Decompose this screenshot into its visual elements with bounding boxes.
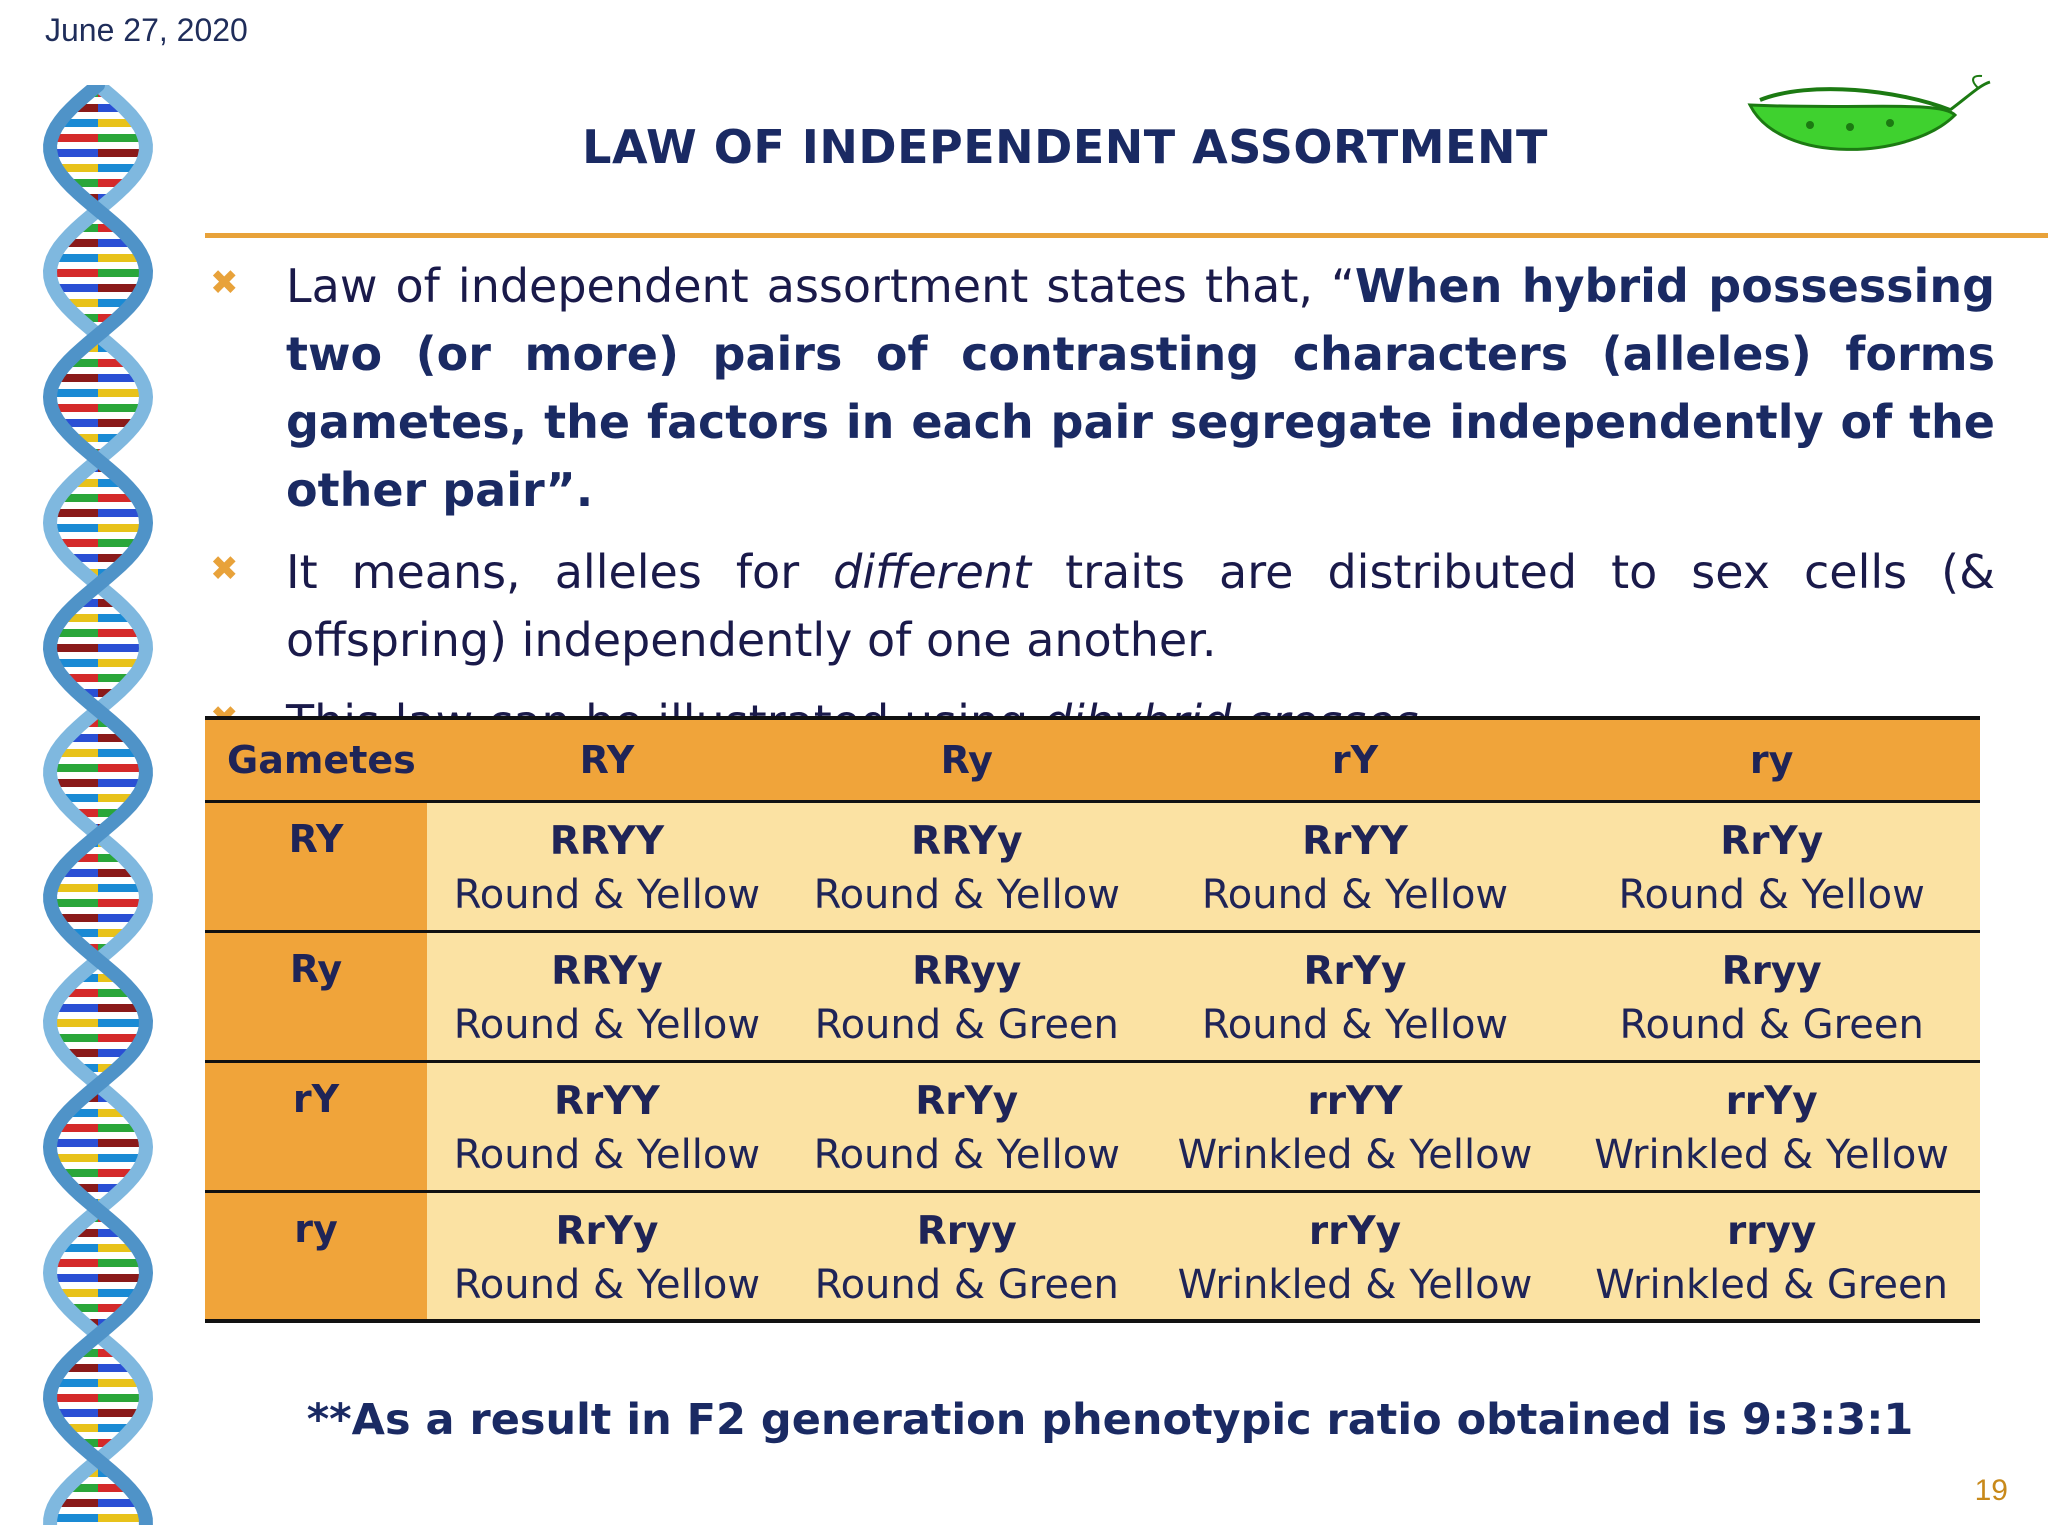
row-header: Ry [205,931,427,1061]
ratio-result-note: **As a result in F2 generation phenotypic ratio obtained is 9:3:3:1 [306,1395,1914,1445]
phenotype: Wrinkled & Yellow [1594,1131,1950,1178]
row-header: rY [205,1061,427,1191]
phenotype: Round & Yellow [1201,1001,1509,1048]
genotype: RrYy [1720,818,1824,864]
bullet-definition-law: When hybrid possessing two (or more) pairs of contrasting characters (alleles) forms gametes, the factors in each pair segregate independently of the other pair”. [286,259,1995,517]
table-cell [427,1191,787,1321]
bullet-meaning-emphasis: different [833,545,1032,599]
genotype: RrYY [554,1078,660,1124]
genotype: Rryy [1721,948,1822,994]
slide-date: June 27, 2020 [45,12,248,48]
table-cell [1147,1191,1564,1321]
table-cell [1563,931,1980,1061]
phenotype: Round & Green [814,1001,1119,1048]
genotype: RRYy [551,948,663,994]
table-row [205,1061,1980,1191]
genotype: RRYY [549,818,665,864]
column-header: ry [1563,718,1980,801]
phenotype: Round & Yellow [1618,871,1925,918]
genotype: RRyy [912,948,1022,994]
genotype: rrYY [1307,1078,1403,1124]
dna-helix-icon [30,85,180,1525]
slide-title: LAW OF INDEPENDENT ASSORTMENT [582,120,1548,174]
phenotype: Round & Yellow [813,1131,1120,1178]
genotype: RrYy [915,1078,1019,1124]
table-cell [1563,801,1980,931]
genotype: rrYy [1308,1208,1402,1254]
table-cell [1147,1061,1564,1191]
table-cell [1147,931,1564,1061]
phenotype: Round & Yellow [453,1001,761,1048]
bullet-meaning-end: traits are distributed to sex cells (& offspring) independently of one another. [286,545,1995,667]
x-mark-icon: ✖ [210,549,239,589]
table-cell [427,1061,787,1191]
table-cell [427,801,787,931]
phenotype: Round & Yellow [453,1261,761,1308]
table-cell [427,931,787,1061]
phenotype: Round & Yellow [813,871,1120,918]
table-cell [787,801,1147,931]
table-cell [787,931,1147,1061]
page-number: 19 [1974,1474,2008,1507]
table-cell [1563,1191,1980,1321]
bullet-meaning [210,538,1995,674]
bullet-definition [210,252,1995,524]
table-row [205,801,1980,931]
phenotype: Wrinkled & Green [1595,1261,1948,1308]
genotype: rryy [1727,1208,1817,1254]
table-header-row [205,718,1980,801]
phenotype: Wrinkled & Yellow [1177,1131,1533,1178]
row-header: RY [205,801,427,931]
table-cell [1563,1061,1980,1191]
title-divider [205,233,2048,238]
punnett-square-table [205,716,1980,1323]
row-header: ry [205,1191,427,1321]
phenotype: Wrinkled & Yellow [1177,1261,1533,1308]
genotype: rrYy [1725,1078,1818,1124]
phenotype: Round & Yellow [1201,871,1509,918]
bullet-list [210,252,1995,770]
table-row [205,931,1980,1061]
genotype: RrYY [1302,818,1408,864]
table-row [205,1191,1980,1321]
phenotype: Round & Green [814,1261,1119,1308]
phenotype: Round & Yellow [453,1131,761,1178]
bullet-meaning-start: It means, alleles for [286,545,834,599]
table-cell [787,1191,1147,1321]
phenotype: Round & Green [1619,1001,1924,1048]
genotype: RrYy [555,1208,659,1254]
genotype: RRYy [910,818,1023,864]
genotype: RrYy [1303,948,1407,994]
x-mark-icon: ✖ [210,263,239,303]
bullet-definition-intro: Law of independent assortment states that, “ [286,259,1355,313]
genotype: Rryy [916,1208,1017,1254]
table-corner-header: Gametes [205,718,427,801]
table-cell [1147,801,1564,931]
column-header: Ry [787,718,1147,801]
column-header: RY [427,718,787,801]
column-header: rY [1147,718,1564,801]
table-cell [787,1061,1147,1191]
phenotype: Round & Yellow [453,871,761,918]
